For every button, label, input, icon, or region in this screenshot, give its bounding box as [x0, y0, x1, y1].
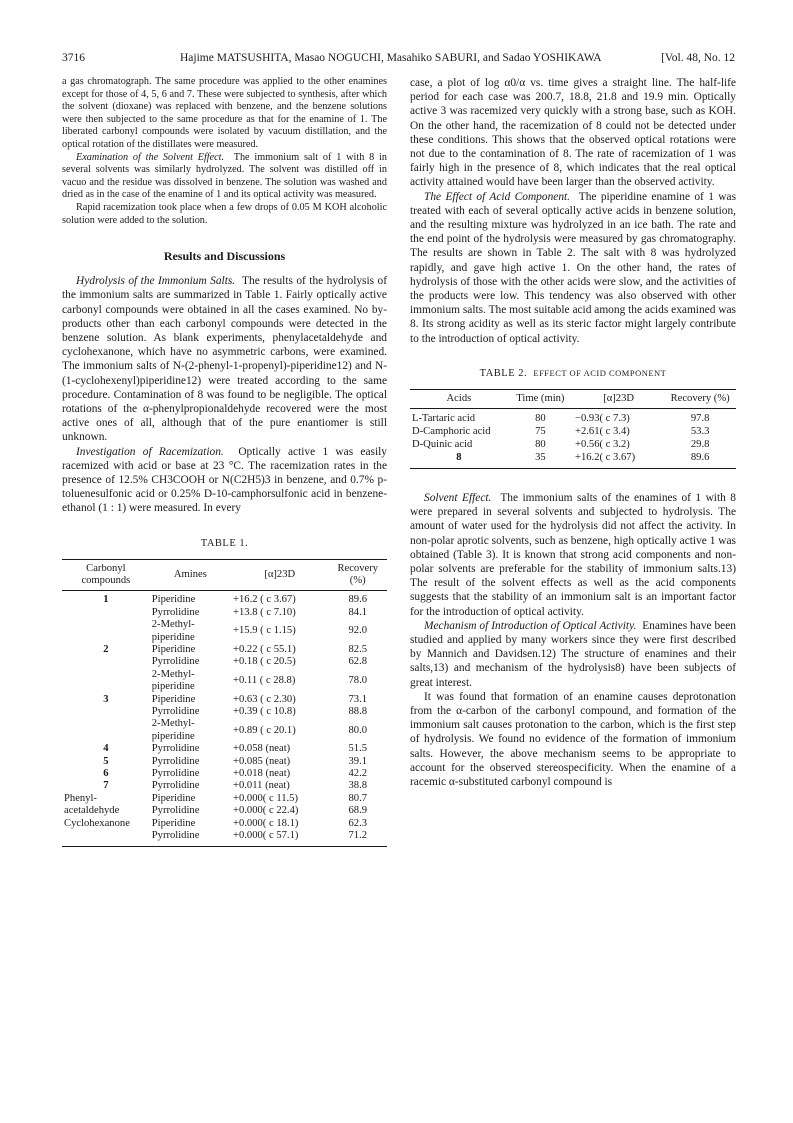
paragraph: case, a plot of log α0/α vs. time gives a straight line. The half-life period for each case was 200.7, 18.8, 21.8 and 19.9 min. Optically active 3 was racemized very quickly with a strong base, such as KOH. On the other hand, the racemization of 8 could not be detected under these conditions. This shows that the observed optical rotations were not due to the contamination of 8. The rate of racemization of 1 was fairly high in the presence of 8, which indicates that the real optical activity attained would have been larger than the observed activity. [410, 77, 736, 189]
table-2 [410, 389, 736, 469]
table-row: Pyrrolidine +0.18 ( c 20.5) 62.8 [151, 656, 368, 668]
run-in-heading: Hydrolysis of the Immonium Salts. [76, 275, 236, 288]
paragraph: It was found that formation of an enamine causes deprotonation from the α-carbon of the carbonyl compound, and formation of the immonium salt causes protonation to the carbon, which is the first step of hydrolysis. We found no evidence of the formation of immonium salts. However, the above mechanism seems to be appropriate to account for the observed stereospecificity. When the enamine of a racemic α-substituted carbonyl compound is [410, 690, 736, 789]
table-row: 3 Piperidine +0.63 ( c 2.30) 73.1 [103, 693, 368, 705]
table-1 [62, 559, 387, 847]
table-row: 5 Pyrrolidine +0.085 (neat) 39.1 [103, 755, 368, 767]
paragraph: Mechanism of Introduction of Optical Activity. Enamines have been studied and applied by many workers since they were first described by Mannich and Davidsen.12) The structure of enamines and their salts,13) and mechanism of the hydrolysis8) have been subjects of great interest. [410, 619, 736, 689]
running-header [62, 50, 735, 66]
table-row: 2-Methyl-piperidine +0.89 ( c 20.1) 80.0 [151, 718, 368, 742]
table-1-caption: TABLE 1. [200, 537, 249, 549]
column-header: Carbonyl compounds [62, 559, 150, 591]
table-row: 8 35 +16.2( c 3.67) 89.6 [410, 452, 736, 469]
paragraph: Investigation of Racemization. Optically active 1 was easily racemized with acid or base at 23 °C. The racemization rates in the presence of 12.5% CH3COOH or N(C2H5)3 in benzene, and 0.7% p-toluenesulfonic acid or 0.25% D-10-camphorsulfonic acid in benzene-ethanol (1 : 1) were measured. In every [62, 445, 387, 515]
column-header: [α]23D [231, 559, 329, 591]
page-number: 3716 [62, 52, 85, 64]
table-row: L-Tartaric acid 80 −0.93( c 7.3) 97.8 [412, 412, 710, 424]
column-header: Time (min) [508, 389, 573, 408]
table-2-caption [410, 368, 736, 379]
table-row: 7 Pyrrolidine +0.011 (neat) 38.8 [103, 780, 368, 792]
table-row: acetaldehyde Pyrrolidine +0.000( c 22.4) 68.9 [64, 805, 368, 817]
run-in-heading: Solvent Effect. [424, 492, 492, 505]
table-row: 2-Methyl-piperidine +0.11 ( c 28.8) 78.0 [151, 668, 368, 693]
table-row: Phenyl- Piperidine +0.000( c 11.5) 80.7 [64, 792, 368, 804]
paragraph: Examination of the Solvent Effect. The immonium salt of 1 with 8 in several solvents was similarly hydrolyzed. The solvent was distilled off in vacuo and the residue was dissolved in benzene. The solution was washed and dried as in the case of the enamine of 1 and its optical activity was measured. [62, 151, 387, 201]
table-row: D-Camphoric acid 75 +2.61( c 3.4) 53.3 [412, 425, 710, 437]
table-header-row [62, 559, 387, 591]
table-row: Cyclohexanone Piperidine +0.000( c 18.1) 62.3 [64, 817, 368, 829]
column-header: Recovery (%) [664, 389, 736, 408]
table-row: Pyrrolidine +13.8 ( c 7.10) 84.1 [151, 606, 368, 618]
paragraph: Rapid racemization took place when a few drops of 0.05 M KOH alcoholic solution were added to the solution. [62, 201, 387, 226]
paragraph: The Effect of Acid Component. The piperidine enamine of 1 was treated with each of several optically active acids in benzene solution, and the resulting mixture was hydrolyzed in an ice bath. The rate and the end point of the hydrolysis were measured by gas chromatography. The results are shown in Table 2. The salt with 8 was hydrolyzed rapidly, and gave high active 1. On the other hand, the rates of hydrolysis of those with the other acids were slow, and the activities of the products were low. This tendency was also observed with other immonium salts. The most suitable acid among the acids examined was 8. Its strong acidity as well as its steric factor might largely contribute to the introduction of optical activity. [410, 190, 737, 345]
table-header-row [410, 389, 736, 408]
table-2-label: TABLE 2. [479, 367, 528, 379]
column-header: Acids [410, 389, 508, 408]
right-column [410, 76, 736, 789]
section-title: Results and Discussions [163, 249, 286, 264]
paragraph: a gas chromatograph. The same procedure was applied to the other enamines except for those of 4, 5, 6 and 7. These were subjected to synthesis, after which the solvent (dioxane) was replaced with benzene, and the benzene solutions were then subjected to the same procedure as that for the enamine of 1. The liberated carbonyl compounds were isolated by vacuum distillation, and the optical rotation of the distillates were measured. [62, 76, 387, 150]
table-row: 2-Methyl-piperidine +15.9 ( c 1.15) 92.0 [151, 619, 368, 643]
table-row: 2 Piperidine +0.22 ( c 55.1) 82.5 [103, 644, 368, 656]
table-row: D-Quinic acid 80 +0.56( c 3.2) 29.8 [412, 439, 710, 451]
table-row: 4 Pyrrolidine +0.058 (neat) 51.5 [103, 743, 368, 755]
table-row: Pyrrolidine +0.000( c 57.1) 71.2 [62, 830, 387, 846]
table-row: 1 Piperidine +16.2 ( c 3.67) 89.6 [103, 594, 368, 606]
paragraph: Solvent Effect. The immonium salts of the enamines of 1 with 8 were prepared in several solvents and subjected to hydrolysis. The amount of water used for the hydrolysis did not affect the activity. In non-polar aprotic solvents, such as benzene, high optically active 1 was obtained (Table 3). It is known that strong acid components and non-polar solvents are preferable for the stability of immonium salts.13) The result of the solvent effects as well as the acid components suggests that the stability of an immonium salt is an important factor for the introduction of optical activity. [410, 492, 736, 618]
header-volume: [Vol. 48, No. 12 [661, 52, 735, 64]
column-header: Recovery (%) [329, 559, 388, 591]
run-in-heading: The Effect of Acid Component. [424, 190, 571, 203]
header-authors: Hajime MATSUSHITA, Masao NOGUCHI, Masahiko SABURI, and Sadao YOSHIKAWA [180, 52, 602, 64]
run-in-heading: Examination of the Solvent Effect. [76, 151, 225, 163]
table-row: Pyrrolidine +0.39 ( c 10.8) 88.8 [151, 706, 368, 718]
run-in-heading: Mechanism of Introduction of Optical Activity. [424, 619, 637, 632]
run-in-heading: Investigation of Racemization. [76, 445, 224, 458]
column-header: Amines [150, 559, 231, 591]
table-row: 6 Pyrrolidine +0.018 (neat) 42.2 [103, 768, 368, 780]
table-2-title: EFFECT OF ACID COMPONENT [533, 367, 667, 378]
column-header: [α]23D [573, 389, 664, 408]
paragraph: Hydrolysis of the Immonium Salts. The results of the hydrolysis of the immonium salts are summarized in Table 1. Fairly optically active carbonyl compounds were obtained in all the cases examined. No by-products other than each carbonyl compounds were detected in the benzene solution. As blank experiments, phenylacetaldehyde and cyclohexanone, which have no asymmetric carbons, were examined. The immonium salts of N-(2-phenyl-1-propenyl)-piperidine12) and N-(1-cyclohexenyl)piperidine12) were treated according to the same procedure. Contamination of 8 was found to be negligible. The optical rotations of the α-phenylpropionaldehyde recovered were the most active ones of all, although that of the pure enantiomer is still unknown. [62, 275, 388, 444]
left-column [62, 76, 387, 847]
